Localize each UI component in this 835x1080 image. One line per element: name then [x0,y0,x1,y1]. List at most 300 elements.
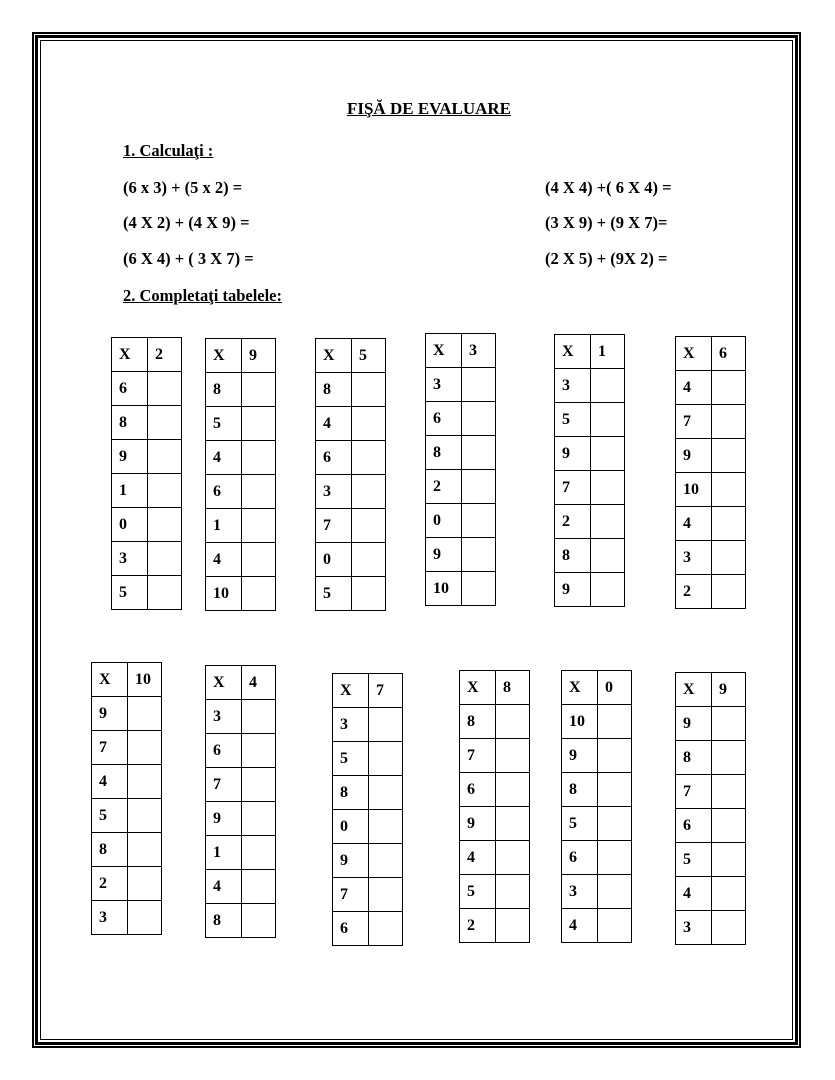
table-header-row [676,337,746,371]
answer-cell[interactable] [148,372,182,406]
answer-cell[interactable] [712,707,746,741]
value-cell: 8 [112,406,148,440]
value-cell: 9 [92,697,128,731]
table-row [555,471,625,505]
table-row [333,912,403,946]
table-row [206,441,276,475]
table-row [460,909,530,943]
table-row [333,708,403,742]
section-1-heading: 1. Calculaţi : [123,141,214,160]
table-row [676,439,746,473]
table-row [676,707,746,741]
table-row [676,741,746,775]
answer-cell[interactable] [352,509,386,543]
value-cell: 2 [92,867,128,901]
answer-cell[interactable] [712,741,746,775]
value-cell: 6 [426,402,462,436]
answer-cell[interactable] [462,538,496,572]
value-cell: 0 [333,810,369,844]
answer-cell[interactable] [369,912,403,946]
value-cell: 4 [676,371,712,405]
table-header-row [460,671,530,705]
multiplication-table [205,338,276,611]
answer-cell[interactable] [242,870,276,904]
value-cell: 10 [206,577,242,611]
answer-cell[interactable] [148,440,182,474]
value-cell: 6 [562,841,598,875]
table-row [333,776,403,810]
answer-cell[interactable] [591,403,625,437]
multiply-symbol: X [460,671,496,705]
expression-5: (6 X 4) + ( 3 X 7) = [123,249,254,268]
table-row [562,773,632,807]
answer-cell[interactable] [462,470,496,504]
value-cell: 6 [333,912,369,946]
table-row [555,573,625,607]
value-cell: 5 [460,875,496,909]
value-cell: 7 [555,471,591,505]
value-cell: 10 [676,473,712,507]
value-cell: 9 [555,437,591,471]
multiplication-table [675,672,746,945]
factor-cell: 9 [712,673,746,707]
table-row [206,543,276,577]
table-row [316,441,386,475]
multiply-symbol: X [206,666,242,700]
answer-cell[interactable] [496,773,530,807]
table-row [426,470,496,504]
value-cell: 6 [112,372,148,406]
value-cell: 7 [206,768,242,802]
table-row [112,440,182,474]
answer-cell[interactable] [352,475,386,509]
table-row [333,742,403,776]
value-cell: 8 [206,904,242,938]
answer-cell[interactable] [712,843,746,877]
answer-cell[interactable] [598,807,632,841]
answer-cell[interactable] [242,407,276,441]
factor-cell: 5 [352,339,386,373]
value-cell: 5 [112,576,148,610]
table-header-row [206,666,276,700]
answer-cell[interactable] [242,700,276,734]
answer-cell[interactable] [148,542,182,576]
value-cell: 9 [206,802,242,836]
answer-cell[interactable] [148,576,182,610]
table-row [316,543,386,577]
table-row [112,576,182,610]
table-row [426,572,496,606]
answer-cell[interactable] [598,739,632,773]
table-row [206,509,276,543]
answer-cell[interactable] [352,407,386,441]
table-header-row [316,339,386,373]
value-cell: 3 [562,875,598,909]
table-row [206,700,276,734]
answer-cell[interactable] [352,441,386,475]
value-cell: 4 [92,765,128,799]
answer-cell[interactable] [242,577,276,611]
table-row [676,575,746,609]
multiplication-table [675,336,746,609]
value-cell: 3 [92,901,128,935]
table-row [92,765,162,799]
table-row [676,877,746,911]
value-cell: 9 [460,807,496,841]
answer-cell[interactable] [462,402,496,436]
factor-cell: 7 [369,674,403,708]
table-row [676,541,746,575]
table-row [676,809,746,843]
table-row [555,505,625,539]
answer-cell[interactable] [462,504,496,538]
multiplication-table [425,333,496,606]
answer-cell[interactable] [128,731,162,765]
answer-cell[interactable] [128,833,162,867]
value-cell: 3 [676,541,712,575]
answer-cell[interactable] [591,539,625,573]
answer-cell[interactable] [496,841,530,875]
answer-cell[interactable] [352,577,386,611]
value-cell: 1 [112,474,148,508]
answer-cell[interactable] [242,509,276,543]
table-row [555,539,625,573]
answer-cell[interactable] [352,373,386,407]
value-cell: 9 [426,538,462,572]
value-cell: 3 [112,542,148,576]
factor-cell: 2 [148,338,182,372]
table-header-row [112,338,182,372]
value-cell: 4 [676,877,712,911]
table-row [206,768,276,802]
expression-4: (3 X 9) + (9 X 7)= [545,213,668,232]
answer-cell[interactable] [712,473,746,507]
table-row [206,904,276,938]
table-row [562,909,632,943]
table-row [206,802,276,836]
value-cell: 8 [206,373,242,407]
answer-cell[interactable] [128,799,162,833]
answer-cell[interactable] [712,371,746,405]
table-header-row [676,673,746,707]
value-cell: 4 [562,909,598,943]
answer-cell[interactable] [242,543,276,577]
value-cell: 9 [676,707,712,741]
table-row [333,810,403,844]
multiply-symbol: X [676,337,712,371]
answer-cell[interactable] [496,909,530,943]
answer-cell[interactable] [128,901,162,935]
value-cell: 1 [206,509,242,543]
table-row [112,542,182,576]
answer-cell[interactable] [591,505,625,539]
table-row [676,371,746,405]
multiply-symbol: X [426,334,462,368]
factor-cell: 0 [598,671,632,705]
value-cell: 4 [206,441,242,475]
multiply-symbol: X [112,338,148,372]
table-row [676,775,746,809]
value-cell: 7 [333,878,369,912]
answer-cell[interactable] [148,474,182,508]
answer-cell[interactable] [598,705,632,739]
answer-cell[interactable] [242,373,276,407]
answer-cell[interactable] [369,878,403,912]
value-cell: 9 [112,440,148,474]
value-cell: 4 [206,870,242,904]
table-row [206,836,276,870]
table-row [460,807,530,841]
answer-cell[interactable] [712,405,746,439]
answer-cell[interactable] [598,909,632,943]
value-cell: 0 [316,543,352,577]
multiplication-table [205,665,276,938]
answer-cell[interactable] [591,369,625,403]
factor-cell: 8 [496,671,530,705]
value-cell: 8 [562,773,598,807]
answer-cell[interactable] [128,697,162,731]
table-row [676,911,746,945]
table-header-row [555,335,625,369]
answer-cell[interactable] [598,773,632,807]
answer-cell[interactable] [712,575,746,609]
value-cell: 9 [333,844,369,878]
factor-cell: 3 [462,334,496,368]
table-row [426,436,496,470]
value-cell: 10 [426,572,462,606]
table-row [555,369,625,403]
answer-cell[interactable] [712,439,746,473]
answer-cell[interactable] [496,705,530,739]
value-cell: 10 [562,705,598,739]
table-row [206,870,276,904]
value-cell: 9 [676,439,712,473]
value-cell: 7 [92,731,128,765]
table-row [206,475,276,509]
factor-cell: 6 [712,337,746,371]
table-row [676,405,746,439]
value-cell: 9 [555,573,591,607]
table-row [562,807,632,841]
answer-cell[interactable] [128,867,162,901]
answer-cell[interactable] [128,765,162,799]
value-cell: 6 [460,773,496,807]
multiplication-table [332,673,403,946]
expression-2: (4 X 4) +( 6 X 4) = [545,178,672,197]
table-row [112,474,182,508]
answer-cell[interactable] [352,543,386,577]
answer-cell[interactable] [591,471,625,505]
multiplication-table [91,662,162,935]
value-cell: 3 [426,368,462,402]
answer-cell[interactable] [712,877,746,911]
value-cell: 5 [562,807,598,841]
factor-cell: 9 [242,339,276,373]
multiplication-table [459,670,530,943]
table-row [676,473,746,507]
value-cell: 3 [333,708,369,742]
answer-cell[interactable] [242,475,276,509]
table-row [426,402,496,436]
table-row [555,403,625,437]
multiplication-table [315,338,386,611]
value-cell: 2 [426,470,462,504]
value-cell: 8 [460,705,496,739]
answer-cell[interactable] [496,807,530,841]
multiply-symbol: X [206,339,242,373]
value-cell: 1 [206,836,242,870]
answer-cell[interactable] [598,841,632,875]
value-cell: 3 [555,369,591,403]
table-row [460,875,530,909]
value-cell: 3 [206,700,242,734]
table-row [460,705,530,739]
value-cell: 2 [555,505,591,539]
value-cell: 5 [316,577,352,611]
table-row [206,577,276,611]
table-row [562,875,632,909]
answer-cell[interactable] [242,734,276,768]
table-row [316,475,386,509]
multiplication-table [554,334,625,607]
table-row [555,437,625,471]
table-row [460,739,530,773]
answer-cell[interactable] [712,809,746,843]
value-cell: 4 [206,543,242,577]
value-cell: 9 [562,739,598,773]
value-cell: 5 [92,799,128,833]
value-cell: 8 [426,436,462,470]
table-row [112,372,182,406]
multiplication-table [561,670,632,943]
table-row [316,509,386,543]
answer-cell[interactable] [369,810,403,844]
value-cell: 4 [676,507,712,541]
answer-cell[interactable] [242,904,276,938]
value-cell: 2 [460,909,496,943]
answer-cell[interactable] [148,406,182,440]
answer-cell[interactable] [712,541,746,575]
value-cell: 3 [316,475,352,509]
table-header-row [333,674,403,708]
expression-3: (4 X 2) + (4 X 9) = [123,213,250,232]
table-row [426,538,496,572]
table-row [562,841,632,875]
table-row [460,773,530,807]
value-cell: 8 [555,539,591,573]
value-cell: 5 [206,407,242,441]
expression-1: (6 x 3) + (5 x 2) = [123,178,243,197]
table-row [92,833,162,867]
table-header-row [426,334,496,368]
table-row [316,407,386,441]
answer-cell[interactable] [496,875,530,909]
answer-cell[interactable] [462,436,496,470]
answer-cell[interactable] [148,508,182,542]
answer-cell[interactable] [369,708,403,742]
value-cell: 6 [206,734,242,768]
value-cell: 8 [333,776,369,810]
value-cell: 5 [333,742,369,776]
table-row [426,368,496,402]
value-cell: 0 [112,508,148,542]
table-row [112,508,182,542]
table-row [112,406,182,440]
table-row [333,878,403,912]
multiply-symbol: X [333,674,369,708]
table-row [206,373,276,407]
multiply-symbol: X [92,663,128,697]
answer-cell[interactable] [462,572,496,606]
multiply-symbol: X [676,673,712,707]
table-row [562,705,632,739]
value-cell: 5 [676,843,712,877]
table-row [316,577,386,611]
answer-cell[interactable] [242,802,276,836]
value-cell: 7 [676,775,712,809]
answer-cell[interactable] [496,739,530,773]
value-cell: 5 [555,403,591,437]
factor-cell: 1 [591,335,625,369]
table-row [92,799,162,833]
table-header-row [206,339,276,373]
answer-cell[interactable] [242,441,276,475]
section-2-heading: 2. Completaţi tabelele: [123,286,282,305]
answer-cell[interactable] [369,776,403,810]
answer-cell[interactable] [712,775,746,809]
answer-cell[interactable] [242,768,276,802]
table-row [92,731,162,765]
factor-cell: 10 [128,663,162,697]
multiply-symbol: X [562,671,598,705]
value-cell: 0 [426,504,462,538]
answer-cell[interactable] [369,844,403,878]
answer-cell[interactable] [242,836,276,870]
value-cell: 2 [676,575,712,609]
table-row [460,841,530,875]
table-header-row [92,663,162,697]
factor-cell: 4 [242,666,276,700]
value-cell: 6 [316,441,352,475]
table-row [426,504,496,538]
table-row [92,901,162,935]
value-cell: 7 [316,509,352,543]
value-cell: 7 [460,739,496,773]
page-title: FIŞĂ DE EVALUARE [346,99,512,118]
table-row [92,867,162,901]
answer-cell[interactable] [369,742,403,776]
value-cell: 8 [676,741,712,775]
answer-cell[interactable] [598,875,632,909]
value-cell: 6 [676,809,712,843]
answer-cell[interactable] [712,507,746,541]
table-row [206,734,276,768]
value-cell: 4 [460,841,496,875]
answer-cell[interactable] [462,368,496,402]
multiply-symbol: X [316,339,352,373]
value-cell: 8 [316,373,352,407]
value-cell: 6 [206,475,242,509]
multiply-symbol: X [555,335,591,369]
value-cell: 8 [92,833,128,867]
value-cell: 7 [676,405,712,439]
answer-cell[interactable] [591,437,625,471]
table-header-row [562,671,632,705]
table-row [676,507,746,541]
answer-cell[interactable] [591,573,625,607]
answer-cell[interactable] [712,911,746,945]
table-row [316,373,386,407]
